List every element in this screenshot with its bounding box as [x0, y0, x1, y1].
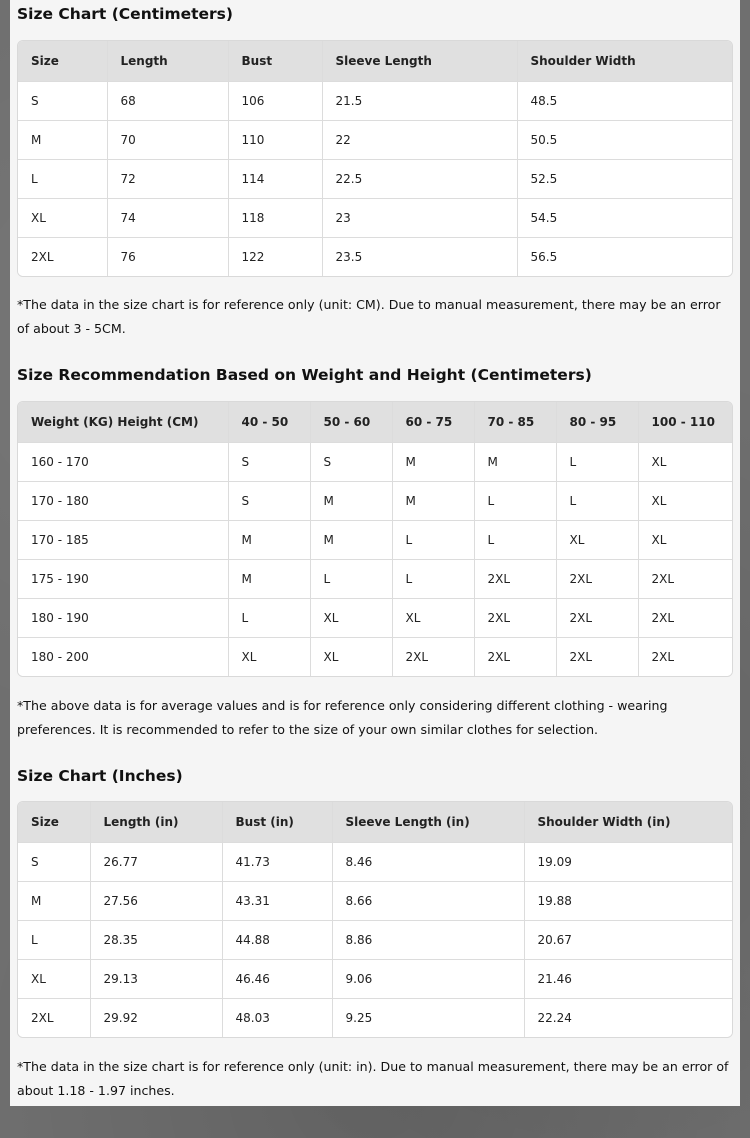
table-cell: L: [228, 598, 310, 637]
table-cell: 114: [228, 159, 322, 198]
table-cell: 22: [322, 120, 517, 159]
table-cell: 72: [107, 159, 228, 198]
table-cell: XL: [228, 637, 310, 676]
table-cell: 48.5: [517, 81, 732, 120]
table-cell: 48.03: [222, 998, 332, 1037]
table-cell: 46.46: [222, 959, 332, 998]
table-cell: 160 - 170: [18, 442, 228, 481]
column-header-weight-height: Weight (KG) Height (CM): [18, 402, 228, 442]
table-cell: XL: [18, 198, 107, 237]
cm-chart-title: Size Chart (Centimeters): [17, 5, 233, 23]
table-row: [18, 237, 732, 276]
table-cell: 21.5: [322, 81, 517, 120]
table-cell: 41.73: [222, 842, 332, 881]
table-cell: 54.5: [517, 198, 732, 237]
table-cell: 2XL: [474, 559, 556, 598]
table-cell: M: [228, 559, 310, 598]
cm-size-table: [17, 40, 733, 277]
column-header-bust: Bust (in): [222, 802, 332, 842]
column-header-weight-range: 60 - 75: [392, 402, 474, 442]
table-cell: XL: [310, 637, 392, 676]
table-cell: 2XL: [474, 637, 556, 676]
table-row: [18, 159, 732, 198]
table-cell: 170 - 180: [18, 481, 228, 520]
table-row: [18, 442, 732, 481]
table-cell: 29.13: [90, 959, 222, 998]
table-cell: 74: [107, 198, 228, 237]
table-cell: M: [392, 442, 474, 481]
column-header-sleeve-length: Sleeve Length (in): [332, 802, 524, 842]
inch-chart-note: *The data in the size chart is for reference only (unit: in). Due to manual measurement, there may be an error of about 1.18 - 1.97 inches.: [17, 1059, 729, 1098]
table-cell: 180 - 200: [18, 637, 228, 676]
table-cell: 20.67: [524, 920, 732, 959]
table-cell: 106: [228, 81, 322, 120]
table-cell: 2XL: [638, 637, 732, 676]
table-cell: 8.46: [332, 842, 524, 881]
table-row: [18, 959, 732, 998]
table-cell: L: [18, 920, 90, 959]
table-cell: 8.66: [332, 881, 524, 920]
recommendation-note: *The above data is for average values and is for reference only considering different clothing - wearing preferences. It is recommended to refer to the size of your own similar clothes for selection.: [17, 698, 668, 737]
column-header-length: Length: [107, 41, 228, 81]
table-cell: 2XL: [474, 598, 556, 637]
recommendation-title: Size Recommendation Based on Weight and Height (Centimeters): [17, 366, 592, 384]
size-chart-sheet: [10, 0, 740, 1106]
table-cell: XL: [310, 598, 392, 637]
table-cell: 2XL: [556, 559, 638, 598]
table-cell: 23.5: [322, 237, 517, 276]
table-row: [18, 120, 732, 159]
table-cell: 23: [322, 198, 517, 237]
table-cell: 56.5: [517, 237, 732, 276]
table-cell: 2XL: [556, 598, 638, 637]
table-cell: 76: [107, 237, 228, 276]
recommendation-table: [17, 401, 733, 677]
table-cell: 27.56: [90, 881, 222, 920]
table-cell: L: [392, 559, 474, 598]
table-header-row: [18, 41, 732, 81]
table-cell: 122: [228, 237, 322, 276]
table-cell: 2XL: [392, 637, 474, 676]
table-row: [18, 881, 732, 920]
table-cell: 21.46: [524, 959, 732, 998]
table-cell: 43.31: [222, 881, 332, 920]
column-header-weight-range: 40 - 50: [228, 402, 310, 442]
column-header-shoulder-width: Shoulder Width (in): [524, 802, 732, 842]
table-header-row: [18, 802, 732, 842]
table-cell: 9.25: [332, 998, 524, 1037]
column-header-weight-range: 70 - 85: [474, 402, 556, 442]
table-cell: S: [18, 81, 107, 120]
table-cell: 170 - 185: [18, 520, 228, 559]
table-cell: L: [310, 559, 392, 598]
table-cell: 44.88: [222, 920, 332, 959]
table-cell: XL: [392, 598, 474, 637]
table-cell: 52.5: [517, 159, 732, 198]
table-row: [18, 598, 732, 637]
table-cell: 68: [107, 81, 228, 120]
column-header-weight-range: 80 - 95: [556, 402, 638, 442]
table-cell: S: [310, 442, 392, 481]
column-header-shoulder-width: Shoulder Width: [517, 41, 732, 81]
table-row: [18, 559, 732, 598]
table-row: [18, 998, 732, 1037]
cm-chart-note: *The data in the size chart is for reference only (unit: CM). Due to manual measurement, there may be an error of about 3 - 5CM.: [17, 297, 721, 336]
table-cell: XL: [638, 442, 732, 481]
table-cell: 8.86: [332, 920, 524, 959]
table-row: [18, 637, 732, 676]
table-cell: M: [18, 120, 107, 159]
column-header-sleeve-length: Sleeve Length: [322, 41, 517, 81]
table-cell: 70: [107, 120, 228, 159]
table-cell: L: [18, 159, 107, 198]
table-row: [18, 920, 732, 959]
table-row: [18, 198, 732, 237]
table-cell: 19.09: [524, 842, 732, 881]
table-row: [18, 842, 732, 881]
column-header-length: Length (in): [90, 802, 222, 842]
table-cell: XL: [638, 481, 732, 520]
table-header-row: [18, 402, 732, 442]
table-cell: XL: [556, 520, 638, 559]
table-row: [18, 520, 732, 559]
table-cell: M: [228, 520, 310, 559]
table-cell: S: [228, 442, 310, 481]
table-cell: L: [474, 481, 556, 520]
table-cell: S: [18, 842, 90, 881]
column-header-weight-range: 100 - 110: [638, 402, 732, 442]
table-cell: 2XL: [638, 559, 732, 598]
table-cell: 19.88: [524, 881, 732, 920]
table-cell: M: [310, 481, 392, 520]
table-cell: XL: [638, 520, 732, 559]
table-cell: 175 - 190: [18, 559, 228, 598]
table-cell: 2XL: [556, 637, 638, 676]
table-cell: 118: [228, 198, 322, 237]
table-cell: 50.5: [517, 120, 732, 159]
table-cell: XL: [18, 959, 90, 998]
table-cell: 9.06: [332, 959, 524, 998]
inch-size-table: [17, 801, 733, 1038]
table-cell: 2XL: [18, 237, 107, 276]
table-cell: M: [310, 520, 392, 559]
column-header-bust: Bust: [228, 41, 322, 81]
table-cell: 2XL: [638, 598, 732, 637]
table-cell: L: [474, 520, 556, 559]
column-header-weight-range: 50 - 60: [310, 402, 392, 442]
table-cell: M: [474, 442, 556, 481]
inch-chart-title: Size Chart (Inches): [17, 767, 183, 785]
table-cell: 22.24: [524, 998, 732, 1037]
column-header-size: Size: [18, 802, 90, 842]
table-row: [18, 481, 732, 520]
table-cell: 28.35: [90, 920, 222, 959]
table-cell: 180 - 190: [18, 598, 228, 637]
table-cell: L: [556, 442, 638, 481]
table-cell: 26.77: [90, 842, 222, 881]
table-cell: L: [556, 481, 638, 520]
table-cell: M: [392, 481, 474, 520]
table-cell: 22.5: [322, 159, 517, 198]
column-header-size: Size: [18, 41, 107, 81]
table-row: [18, 81, 732, 120]
table-cell: 2XL: [18, 998, 90, 1037]
table-cell: 29.92: [90, 998, 222, 1037]
table-cell: 110: [228, 120, 322, 159]
table-cell: M: [18, 881, 90, 920]
table-cell: S: [228, 481, 310, 520]
table-cell: L: [392, 520, 474, 559]
